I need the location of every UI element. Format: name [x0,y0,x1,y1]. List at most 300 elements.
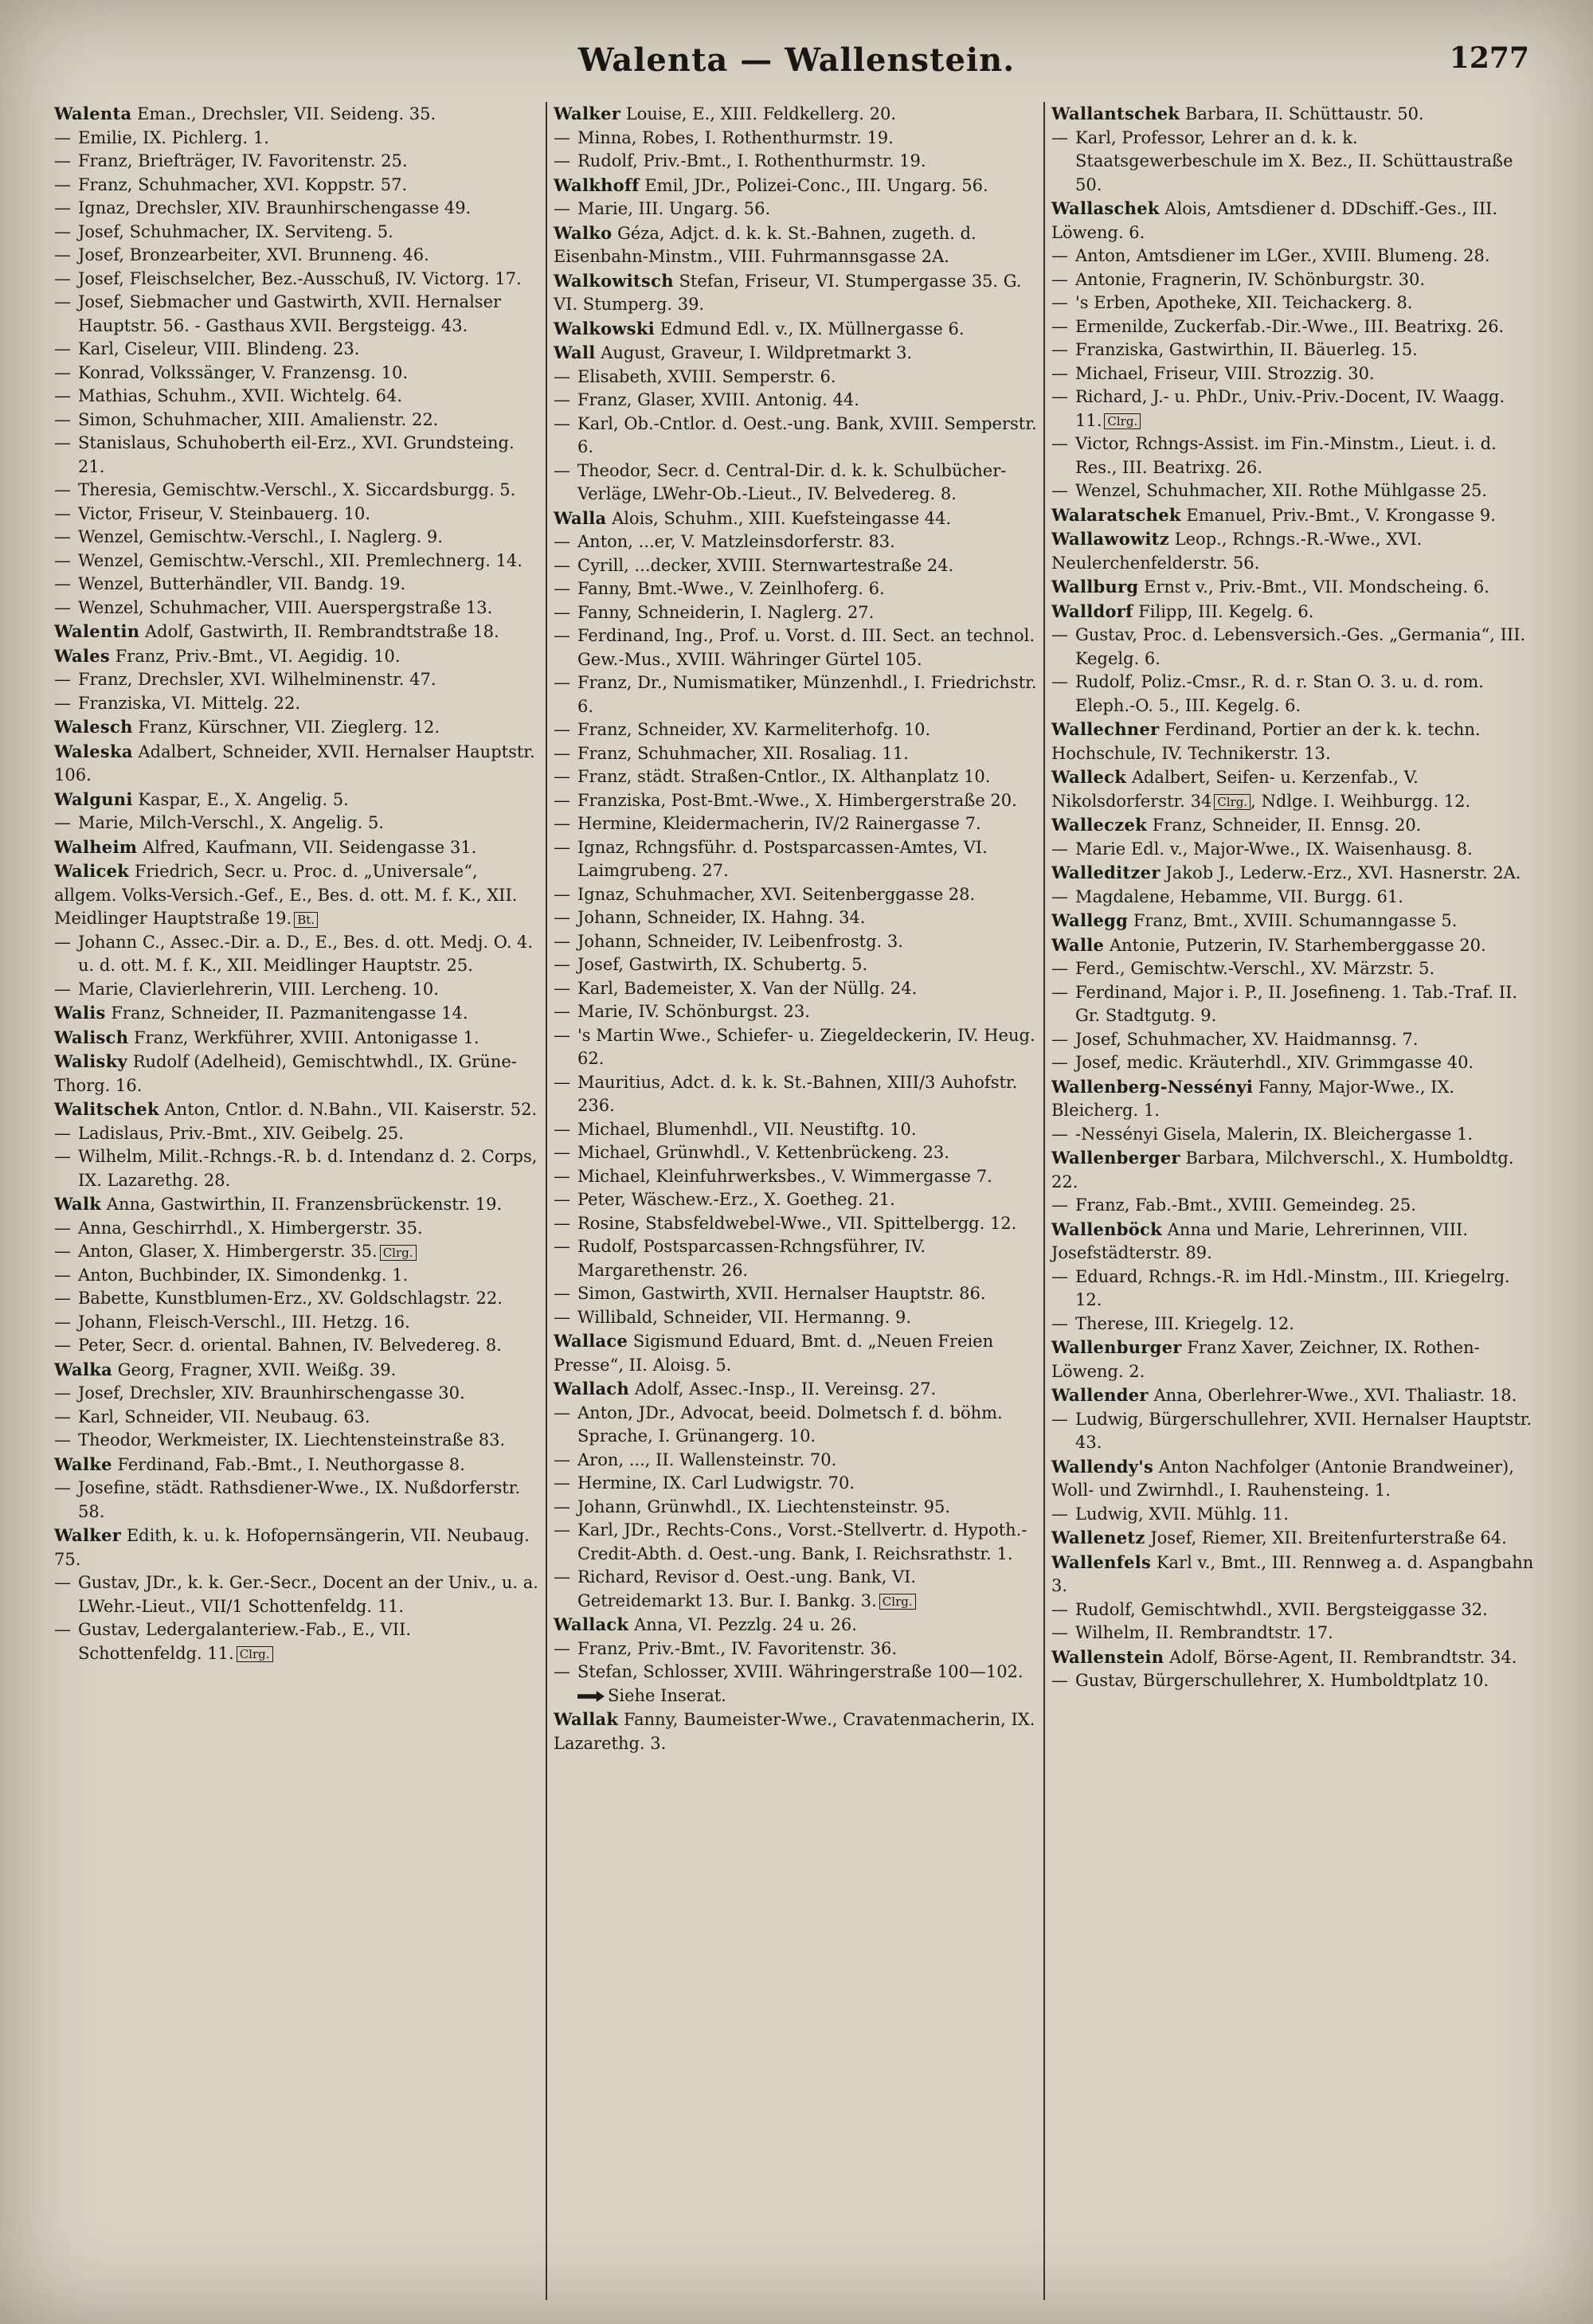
entry-text: Adolf, Assec.-Insp., II. Vereinsg. 27. [634,1379,937,1399]
directory-entry-head [554,102,1037,127]
directory-entry [554,624,1037,671]
directory-entry [54,1145,539,1192]
entry-surname: Walk [54,1194,102,1214]
directory-entry-head [54,835,539,860]
directory-entry [54,978,539,1002]
directory-entry [554,1000,1037,1024]
entry-surname: Walitschek [54,1099,159,1119]
entry-dash: — [554,931,570,951]
entry-dash: — [554,1307,570,1327]
directory-entry [554,1141,1037,1165]
entry-text: Franz, Kürschner, VII. Zieglerg. 12. [138,718,440,737]
entry-dash: — [554,366,570,386]
entry-text: Ignaz, Rchngsführ. d. Postsparcassen-Amtes, VI. Laimgrubeng. 27. [577,837,988,880]
entry-text: Franziska, Gastwirthin, II. Bäuerleg. 15. [1075,340,1418,359]
entry-dash: — [554,814,570,833]
entry-text: Franz, Schneider, XV. Karmeliterhofg. 10. [577,720,931,739]
entry-text: Josef, Gastwirth, IX. Schubertg. 5. [577,955,868,974]
entry-dash: — [554,1166,570,1186]
directory-entry [54,668,539,692]
entry-text: Alfred, Kaufmann, VII. Seidengasse 31. [142,837,477,857]
entry-surname: Wallenberg-Nessényi [1051,1076,1254,1097]
directory-entry-head [554,1377,1037,1402]
entry-dash: — [1051,1313,1068,1333]
entry-surname: Walla [554,507,607,528]
directory-entry [54,291,539,338]
entry-text: Wilhelm, II. Rembrandtstr. 17. [1075,1623,1333,1642]
entry-text: Gustav, JDr., k. k. Ger.-Secr., Docent an der Univ., u. a. LWehr.-Lieut., VII/1 Schottenfeldg. 11. [78,1573,538,1616]
directory-entry [54,1287,539,1311]
entry-dash: — [1051,387,1068,406]
directory-entry [54,1240,539,1264]
entry-text: Josef, Schuhmacher, XV. Haidmannsg. 7. [1075,1029,1419,1049]
directory-entry [54,268,539,291]
entry-text: Franz, Bmt., XVIII. Schumanngasse 5. [1133,911,1458,930]
entry-dash: — [554,1450,570,1469]
entry-text: Konrad, Volkssänger, V. Franzensg. 10. [78,362,409,382]
entry-text: Eman., Drechsler, VII. Seideng. 35. [137,104,436,123]
entry-dash: — [54,362,71,382]
directory-entry [554,1402,1037,1449]
directory-entry-head [54,740,539,788]
entry-dash: — [54,550,71,570]
entry-text: Fanny, Bmt.-Wwe., V. Zeinlhoferg. 6. [577,579,885,598]
entry-text: Adalbert, Schneider, XVII. Hernalser Hauptstr. 106. [54,741,535,784]
directory-entry [54,503,539,526]
directory-entry [54,1477,539,1524]
directory-entry-head [1051,527,1535,575]
directory-entry [1051,1313,1535,1336]
directory-entry [1051,886,1535,910]
entry-surname: Wallach [554,1379,630,1399]
entry-dash: — [1051,1053,1068,1072]
entry-dash: — [554,1002,570,1021]
directory-entry-head [554,507,1037,531]
directory-entry-head [54,1050,539,1097]
directory-entry [54,1406,539,1430]
entry-text: Fanny, Schneiderin, I. Naglerg. 27. [577,602,875,622]
directory-entry [1051,127,1535,198]
directory-entry [54,1429,539,1453]
directory-entry-head [554,221,1037,269]
entry-dash: — [554,884,570,904]
entry-dash: — [1051,672,1068,691]
entry-surname: Walka [54,1359,113,1379]
directory-entry [1051,338,1535,362]
directory-entry [554,1472,1037,1496]
entry-dash: — [54,1573,71,1592]
entry-text: Antonie, Fragnerin, IV. Schönburgstr. 30. [1075,269,1426,289]
entry-surname: Walisky [54,1051,127,1071]
entry-dash: — [54,1430,71,1450]
entry-dash: — [1051,982,1068,1002]
directory-entry [554,906,1037,930]
entry-text: Anton Nachfolger (Antonie Brandweiner), Woll- und Zwirnhdl., I. Rauhensteing. 1. [1051,1457,1514,1500]
directory-entry [554,413,1037,460]
directory-entry [554,1071,1037,1118]
entry-dash: — [1051,1409,1068,1429]
entry-dash: — [54,1383,71,1403]
directory-entry [1051,1598,1535,1622]
directory-entry [54,573,539,597]
entry-text: Minna, Robes, I. Rothenthurmstr. 19. [577,127,894,147]
entry-text: Wenzel, Schuhmacher, VIII. Auerspergstraße 13. [78,597,493,617]
entry-surname: Wallechner [1051,719,1160,739]
directory-entry-head [554,317,1037,342]
directory-entry [54,362,539,385]
directory-entry-head [554,341,1037,366]
entry-surname: Walker [554,104,621,123]
entry-dash: — [1051,1266,1068,1286]
directory-entry-head [1051,765,1535,813]
entry-dash: — [54,979,71,999]
entry-surname: Walguni [54,788,133,809]
entry-surname: Walentin [54,621,140,641]
entry-dash: — [1051,886,1068,906]
directory-entry-head [1051,102,1535,127]
entry-dash: — [54,480,71,499]
entry-dash: — [554,1662,570,1681]
directory-entry [1051,624,1535,671]
entry-text: Anton, ...er, V. Matzleinsdorferstr. 83. [577,532,895,551]
directory-entry-head [1051,1551,1535,1598]
entry-text: Karl, Bademeister, X. Van der Nüllg. 24. [577,978,918,998]
entry-dash: — [1051,127,1068,147]
directory-entry [1051,315,1535,339]
entry-text: Gustav, Ledergalanteriew.-Fab., E., VII. Schottenfeldg. 11. [78,1620,411,1663]
entry-surname: Wallawowitz [1051,529,1169,549]
entry-dash: — [554,767,570,786]
entry-text: Adalbert, Seifen- u. Kerzenfab., V. Nikolsdorferstr. 34 [1051,768,1419,811]
entry-surname: Walkowski [554,318,656,338]
entry-dash: — [1051,1124,1068,1144]
entry-text: Richard, Revisor d. Oest.-ung. Bank, VI. Getreidemarkt 13. Bur. I. Bankg. 3. [577,1567,917,1610]
entry-text: Josefine, städt. Rathsdiener-Wwe., IX. Nußdorferstr. 58. [78,1478,521,1521]
entry-text: Franz, Schuhmacher, XVI. Koppstr. 57. [78,174,408,194]
entry-dash: — [554,1403,570,1422]
entry-text: Kaspar, E., X. Angelig. 5. [138,789,349,809]
entry-surname: Wallegg [1051,910,1129,930]
directory-entry [1051,981,1535,1028]
entry-dash: — [54,151,71,170]
directory-entry-head [54,1192,539,1217]
directory-entry-head [54,1001,539,1026]
directory-entry-head [1051,1526,1535,1551]
directory-entry [554,1306,1037,1330]
directory-entry [54,692,539,716]
entry-text: Gustav, Bürgerschullehrer, X. Humboldtplatz 10. [1075,1671,1489,1690]
entry-dash: — [1051,1195,1068,1215]
entry-text: Rudolf, Gemischtwhdl., XVII. Bergsteiggasse 32. [1075,1599,1488,1619]
entry-text: Fanny, Major-Wwe., IX. Bleicherg. 1. [1051,1077,1455,1120]
entry-dash: — [554,199,570,218]
directory-entry [54,812,539,835]
entry-text: Wilhelm, Milit.-Rchngs.-R. b. d. Intendanz d. 2. Corps, IX. Lazarethg. 28. [78,1147,538,1190]
directory-entry-head [54,1524,539,1571]
directory-entry [54,1618,539,1665]
entry-text: Wenzel, Gemischtw.-Verschl., XII. Premlechnerg. 14. [78,550,523,570]
entry-text: Elisabeth, XVIII. Semperstr. 6. [577,366,836,386]
directory-entry [1051,1266,1535,1313]
entry-text: Emil, JDr., Polizei-Conc., III. Ungarg. 56. [644,175,988,195]
directory-entry [554,836,1037,883]
directory-entry [554,1637,1037,1661]
entry-text: Franz, Schneider, II. Pazmanitengasse 14. [111,1004,468,1023]
entry-text: Josef, Riemer, XII. Breitenfurterstraße 64. [1150,1528,1507,1547]
entry-surname: Wallaschek [1051,198,1160,218]
entry-surname: Wallburg [1051,577,1139,597]
entry-text: Anton, Amtsdiener im LGer., XVIII. Blumeng. 28. [1075,246,1490,265]
directory-entry-head [1051,197,1535,245]
directory-entry [1051,291,1535,315]
directory-entry [1051,362,1535,386]
directory-entry [54,479,539,503]
entry-dash: — [554,720,570,739]
entry-surname: Walldorf [1051,601,1133,621]
directory-entry [554,389,1037,413]
entry-text: Anton, Buchbinder, IX. Simondenkg. 1. [78,1265,409,1285]
directory-entry [54,432,539,479]
entry-text: Anna, Geschirrhdl., X. Himbergerstr. 35. [78,1218,423,1238]
directory-entry [54,1122,539,1146]
entry-text: Babette, Kunstblumen-Erz., XV. Goldschlagstr. 22. [78,1289,503,1308]
entry-text: Rudolf, Poliz.-Cmsr., R. d. r. Stan O. 3. u. d. rom. Eleph.-O. 5., III. Kegelg. 6. [1075,672,1484,715]
entry-surname: Walesch [54,717,133,737]
entry-dash: — [1051,1671,1068,1690]
entry-surname: Walke [54,1453,112,1474]
entry-surname: Wallenetz [1051,1528,1145,1547]
directory-entry [554,883,1037,907]
entry-dash: — [554,1072,570,1092]
entry-dash: — [554,602,570,622]
entry-dash: — [54,268,71,288]
entry-surname: Waleska [54,741,133,761]
directory-entry [1051,957,1535,981]
directory-entry [554,930,1037,954]
directory-entry [1051,432,1535,479]
entry-text: Peter, Wäschew.-Erz., X. Goetheg. 21. [577,1190,895,1209]
directory-entry [54,550,539,573]
entry-text: Barbara, Milchverschl., X. Humboldtg. 22. [1051,1148,1514,1191]
entry-dash: — [554,1567,570,1587]
column-2 [546,102,1043,2300]
entry-text: Barbara, II. Schüttaustr. 50. [1184,104,1424,123]
entry-text: Stefan, Schlosser, XVIII. Währingerstraße 100—102. [577,1662,1024,1681]
directory-entry [554,127,1037,151]
entry-dash: — [54,932,71,952]
directory-entry [1051,245,1535,268]
directory-entry [1051,479,1535,503]
entry-text: Franziska, Post-Bmt.-Wwe., X. Himbergerstraße 20. [577,790,1017,810]
entry-surname: Walaratschek [1051,504,1181,525]
entry-dash: — [554,908,570,927]
entry-dash: — [554,837,570,857]
directory-entry-head [1051,503,1535,528]
entry-surname: Walleck [1051,767,1127,787]
directory-entry [1051,1194,1535,1218]
entry-text: Sigismund Eduard, Bmt. d. „Neuen Freien Presse“, II. Aloisg. 5. [554,1332,994,1375]
directory-entry [554,671,1037,718]
directory-entry [554,1282,1037,1306]
entry-dash: — [54,1123,71,1143]
entry-dash: — [54,597,71,617]
entry-text: Karl, Ciseleur, VIII. Blindeng. 23. [78,339,360,358]
entry-text: Simon, Gastwirth, XVII. Hernalser Hauptstr. 86. [577,1284,986,1303]
pointing-hand-icon [577,1691,605,1702]
entry-text: Michael, Friseur, VIII. Strozzig. 30. [1075,363,1375,383]
directory-entry [554,1165,1037,1189]
directory-entry [54,931,539,978]
entry-dash: — [554,413,570,433]
directory-entry-head [1051,1645,1535,1670]
entry-text: Franz, Schneider, II. Ennsg. 20. [1152,816,1422,835]
entry-surname: Walicek [54,861,130,881]
directory-entry [1051,1051,1535,1075]
entry-text: Karl, JDr., Rechts-Cons., Vorst.-Stellvertr. d. Hypoth.-Credit-Abth. d. Oest.-ung. Bank, I. Reichsrathstr. 1. [577,1520,1027,1563]
entry-text: Ferdinand, Fab.-Bmt., I. Neuthorgasse 8. [117,1454,465,1474]
entry-text: Ermenilde, Zuckerfab.-Dir.-Wwe., III. Beatrixg. 26. [1075,316,1505,336]
entry-text: Franz, Briefträger, IV. Favoritenstr. 25. [78,151,408,170]
directory-entry [54,221,539,245]
entry-text: Alois, Amtsdiener d. DDschiff.-Ges., III. Löweng. 6. [1051,199,1498,242]
entry-text: Franz, Fab.-Bmt., XVIII. Gemeindeg. 25. [1075,1195,1416,1215]
entry-dash: — [54,1242,71,1261]
entry-dash: — [554,1143,570,1162]
directory-entry [54,197,539,221]
directory-entry [554,1566,1037,1613]
entry-text: Peter, Secr. d. oriental. Bahnen, IV. Belvedereg. 8. [78,1336,502,1355]
directory-entry-head [54,788,539,812]
entry-text: Therese, III. Kriegelg. 12. [1075,1313,1294,1333]
entry-dash: — [1051,1504,1068,1524]
entry-text: Wenzel, Schuhmacher, XII. Rothe Mühlgasse 25. [1075,481,1488,500]
entry-text: Anna, Oberlehrer-Wwe., XVI. Thaliastr. 18. [1153,1386,1517,1405]
directory-entry [1051,838,1535,862]
directory-entry-head [1051,718,1535,765]
entry-text: Josef, Schuhmacher, IX. Serviteng. 5. [78,221,393,241]
entry-dash: — [554,1473,570,1493]
entry-surname: Walis [54,1003,106,1023]
entry-surname: Wallenböck [1051,1219,1162,1239]
entry-text: Rudolf (Adelheid), Gemischtwhdl., IX. Grüne-Thorg. 16. [54,1052,517,1095]
entry-text: Karl, Schneider, VII. Neubaug. 63. [78,1407,370,1426]
entry-text: Michael, Kleinfuhrwerksbes., V. Wimmergasse 7. [577,1166,992,1186]
entry-surname: Wall [554,342,596,362]
directory-entry-head [54,1358,539,1383]
entry-dash: — [54,409,71,429]
entry-text: Franz, Priv.-Bmt., IV. Favoritenstr. 36. [577,1638,898,1658]
entry-tail: , Ndlge. I. Weihburgg. 12. [1251,791,1471,811]
entry-text: Stefan, Friseur, VI. Stumpergasse 35. G. VI. Stumperg. 39. [554,271,1022,314]
entry-text: Cyrill, ...decker, XVIII. Sternwartestraße 24. [577,555,954,575]
entry-text: Josef, Fleischselcher, Bez.-Ausschuß, IV. Victorg. 17. [78,268,522,288]
entry-text: Wenzel, Butterhändler, VII. Bandg. 19. [78,574,406,593]
entry-surname: Wallender [1051,1385,1149,1405]
directory-entry [1051,1408,1535,1455]
directory-entry [554,742,1037,766]
directory-entry [54,1217,539,1241]
entry-dash: — [554,127,570,147]
directory-entry [1051,1028,1535,1052]
entry-dash: — [54,693,71,713]
entry-surname: Walleditzer [1051,863,1161,882]
directory-entry-head [1051,1146,1535,1194]
directory-entry [554,1188,1037,1212]
directory-entry-head [554,1329,1037,1377]
entry-dash: — [1051,839,1068,859]
entry-tag: Clrg. [1214,794,1251,810]
entry-dash: — [1051,293,1068,312]
entry-text: Anton, Glaser, X. Himbergerstr. 35. [78,1242,378,1261]
directory-entry [54,409,539,432]
entry-surname: Wallak [554,1709,619,1729]
directory-entry-head [54,715,539,740]
entry-dash: — [554,790,570,810]
directory-entry [554,554,1037,578]
directory-entry-head [1051,1455,1535,1503]
entry-text: Michael, Grünwhdl., V. Kettenbrückeng. 23. [577,1143,949,1162]
entry-text: Johann C., Assec.-Dir. a. D., E., Bes. d. ott. Medj. O. 4. u. d. ott. M. f. K., XII. Meidlinger Hauptstr. 25. [78,932,534,975]
entry-text: Friedrich, Secr. u. Proc. d. „Universale“, allgem. Volks-Versich.-Gef., E., Bes. d. ott. M. f. K., XII. Meidlinger Hauptstraße 19. [54,862,518,928]
entry-dash: — [54,292,71,311]
entry-dash: — [54,503,71,523]
directory-entry [554,577,1037,601]
directory-entry [54,127,539,151]
entry-dash: — [1051,269,1068,289]
entry-text: Alois, Schuhm., XIII. Kuefsteingasse 44. [612,508,952,528]
entry-text: Hermine, IX. Carl Ludwigstr. 70. [577,1473,855,1493]
entry-text: 's Erben, Apotheke, XII. Teichackerg. 8. [1075,293,1413,312]
entry-text: Anton, Cntlor. d. N.Bahn., VII. Kaiserstr. 52. [164,1100,538,1119]
entry-text: Marie, IV. Schönburgst. 23. [577,1002,810,1021]
directory-entry [554,1235,1037,1282]
page-number: 1277 [1449,41,1529,75]
entry-dash: — [54,386,71,405]
entry-surname: Walisch [54,1027,129,1047]
entry-dash: — [54,1336,71,1355]
directory-entry-head [1051,909,1535,933]
directory-entry [54,1382,539,1406]
directory-entry-head [1051,933,1535,958]
directory-entry-head [54,644,539,669]
entry-text: August, Graveur, I. Wildpretmarkt 3. [601,343,913,362]
entry-text: Marie, Clavierlehrerin, VIII. Lercheng. 10. [78,979,439,999]
entry-surname: Wallenberger [1051,1148,1180,1168]
entry-dash: — [554,1119,570,1139]
entry-text: Ferdinand, Major i. P., II. Josefineng. 1. Tab.-Traf. II. Gr. Stadtgutg. 9. [1075,982,1518,1025]
directory-entry [554,601,1037,625]
entry-text: Mathias, Schuhm., XVII. Wichtelg. 64. [78,386,403,405]
entry-text: Géza, Adjct. d. k. k. St.-Bahnen, zugeth. d. Eisenbahn-Minstm., VIII. Fuhrmannsgasse 2A. [554,223,977,266]
directory-entry [1051,671,1535,718]
entry-text: Ignaz, Schuhmacher, XVI. Seitenberggasse 28. [577,884,976,904]
directory-entry [54,1571,539,1618]
directory-entry [554,1212,1037,1236]
entry-text: Victor, Rchngs-Assist. im Fin.-Minstm., Lieut. i. d. Res., III. Beatrixg. 26. [1075,434,1497,477]
entry-dash: — [1051,1623,1068,1642]
directory-entry-head [554,269,1037,317]
directory-entry-head [54,620,539,644]
entry-tag: Clrg. [237,1646,273,1662]
entry-text: Wenzel, Gemischtw.-Verschl., I. Naglerg. 9. [78,527,443,546]
entry-dash: — [554,978,570,998]
entry-text: Eduard, Rchngs.-R. im Hdl.-Minstm., III. Kriegelrg. 12. [1075,1266,1510,1309]
directory-entry [1051,1503,1535,1527]
directory-entry-head [54,1026,539,1050]
entry-dash: — [554,743,570,763]
entry-dash: — [54,1218,71,1238]
entry-text: Jakob J., Lederw.-Erz., XVI. Hasnerstr. 2A. [1165,863,1521,882]
